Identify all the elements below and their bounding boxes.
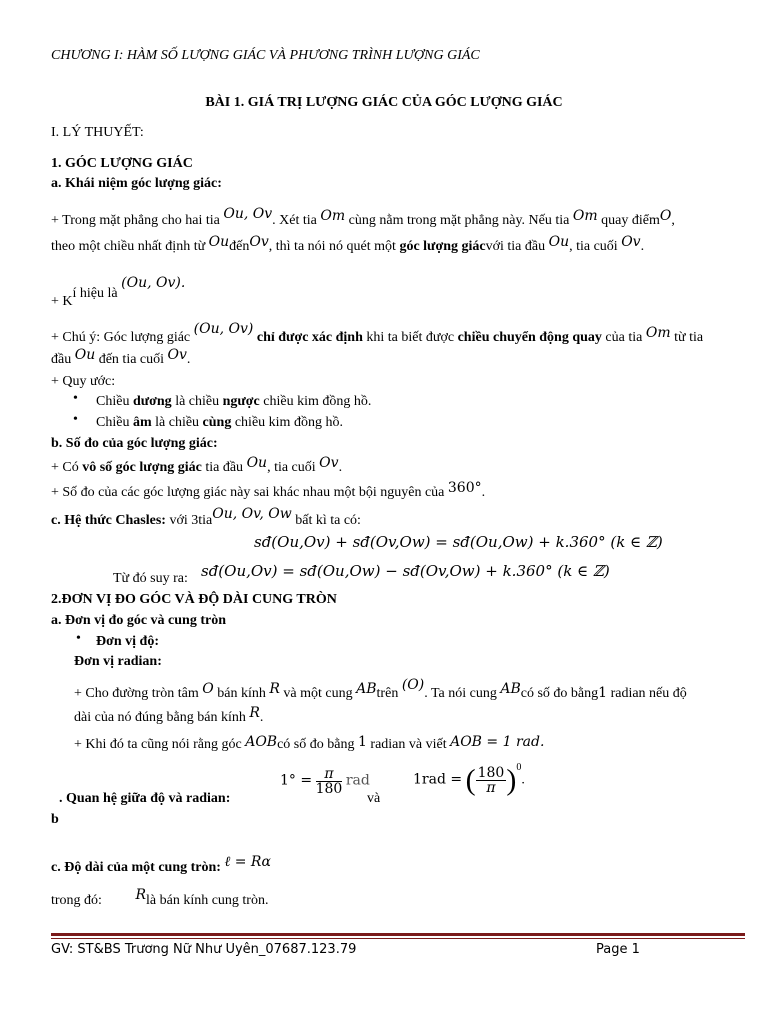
convention-positive: Chiều dương là chiều ngược chiều kim đồng hồ. (96, 394, 372, 409)
unit-heading: a. Đơn vị đo góc và cung tròn (51, 613, 226, 628)
and-label: và (367, 791, 381, 806)
convention-negative: Chiều âm là chiều cùng chiều kim đồng hồ. (96, 415, 343, 430)
bullet-icon: • (76, 631, 81, 646)
radian-to-degree: 1rad = ( $\frac{180}{\pi}$ )$^0$. (413, 761, 525, 797)
bullet-icon: • (73, 391, 78, 406)
radian-def-line2: dài của nó đúng bằng bán kính R. (74, 705, 264, 725)
bullet-icon: • (73, 412, 78, 427)
chasles-heading-line: c. Hệ thức Chasles: với 3tiaOu, Ov, Ow bất kì ta có: (51, 506, 361, 528)
theory-heading: I. LÝ THUYẾT: (51, 125, 144, 140)
footer-rule (51, 933, 745, 936)
footer-author: GV: ST&BS Trương Nữ Như Uyên_07687.123.79 (51, 942, 357, 957)
derived-formula: sđ(Ou,Ov) = sđ(Ou,Ow) − sđ(Ov,Ow) + k.360° (k ∈ ℤ) (201, 562, 610, 580)
radian-def-line1: + Cho đường tròn tâm O bán kính R và một cung ABtrên (O). Ta nói cung ABcó số đo bằng1 radian nếu độ (74, 677, 687, 701)
chapter-header: CHƯƠNG I: HÀM SỐ LƯỢNG GIÁC VÀ PHƯƠNG TRÌNH LƯỢNG GIÁC (51, 48, 480, 63)
measure-heading: b. Số đo của góc lượng giác: (51, 436, 218, 451)
concept-paragraph-line1: + Trong mặt phẳng cho hai tia Ou, Ov. Xét tia Om cùng nằm trong mặt phẳng này. Nếu tia Om quay điểmO, (51, 206, 675, 228)
notation-line: + Kí hiệu là (Ou, Ov). (51, 275, 186, 309)
measure-line1: + Có vô số góc lượng giác tia đầu Ou, tia cuối Ov. (51, 455, 343, 475)
180-over-pi-fraction: $\frac{180}{\pi}$ (477, 765, 505, 796)
lesson-title: BÀI 1. GIÁ TRỊ LƯỢNG GIÁC CỦA GÓC LƯỢNG GIÁC (205, 95, 563, 110)
chasles-formula: sđ(Ou,Ov) + sđ(Ov,Ow) = sđ(Ou,Ow) + k.360° (k ∈ ℤ) (254, 533, 663, 551)
page-number: Page 1 (596, 942, 640, 957)
concept-paragraph-line2: theo một chiều nhất định từ OuđếnOv, thì ta nói nó quét một góc lượng giácvới tia đầu Ou, tia cuối Ov. (51, 234, 645, 254)
section1-heading: 1. GÓC LƯỢNG GIÁC (51, 156, 193, 171)
where-line: trong đó: Rlà bán kính cung tròn. (51, 887, 269, 908)
footer-rule-thin (51, 938, 745, 939)
radian-unit-label: Đơn vị radian: (74, 654, 162, 669)
convention-label: + Quy ước: (51, 374, 116, 389)
note-line1: + Chú ý: Góc lượng giác (Ou, Ov) chỉ được xác định khi ta biết được chiều chuyển động quay của tia Om từ tia (51, 321, 704, 345)
concept-heading: a. Khái niệm góc lượng giác: (51, 176, 222, 191)
degree-to-radian: 1° = $\frac{\pi}{180}$ rad (280, 766, 370, 797)
degree-unit-label: Đơn vị độ: (96, 634, 159, 649)
radian-angle-line: + Khi đó ta cũng nói rằng góc AOBcó số đo bằng 1 radian và viết AOB = 1 rad. (74, 734, 545, 752)
note-line2: đầu Ou đến tia cuối Ov. (51, 347, 191, 367)
measure-line2: + Số đo của các góc lượng giác này sai khác nhau một bội nguyên của 360°. (51, 480, 486, 500)
section2-heading: 2.ĐƠN VỊ ĐO GÓC VÀ ĐỘ DÀI CUNG TRÒN (51, 592, 337, 607)
b-label: b (51, 812, 59, 827)
relation-heading: . Quan hệ giữa độ và radian: (59, 791, 231, 806)
derive-label: Từ đó suy ra: (113, 571, 188, 586)
arc-length-line: c. Độ dài của một cung tròn: ℓ = Rα (51, 854, 271, 875)
pi-over-180-fraction: $\frac{\pi}{180}$ (315, 766, 343, 797)
